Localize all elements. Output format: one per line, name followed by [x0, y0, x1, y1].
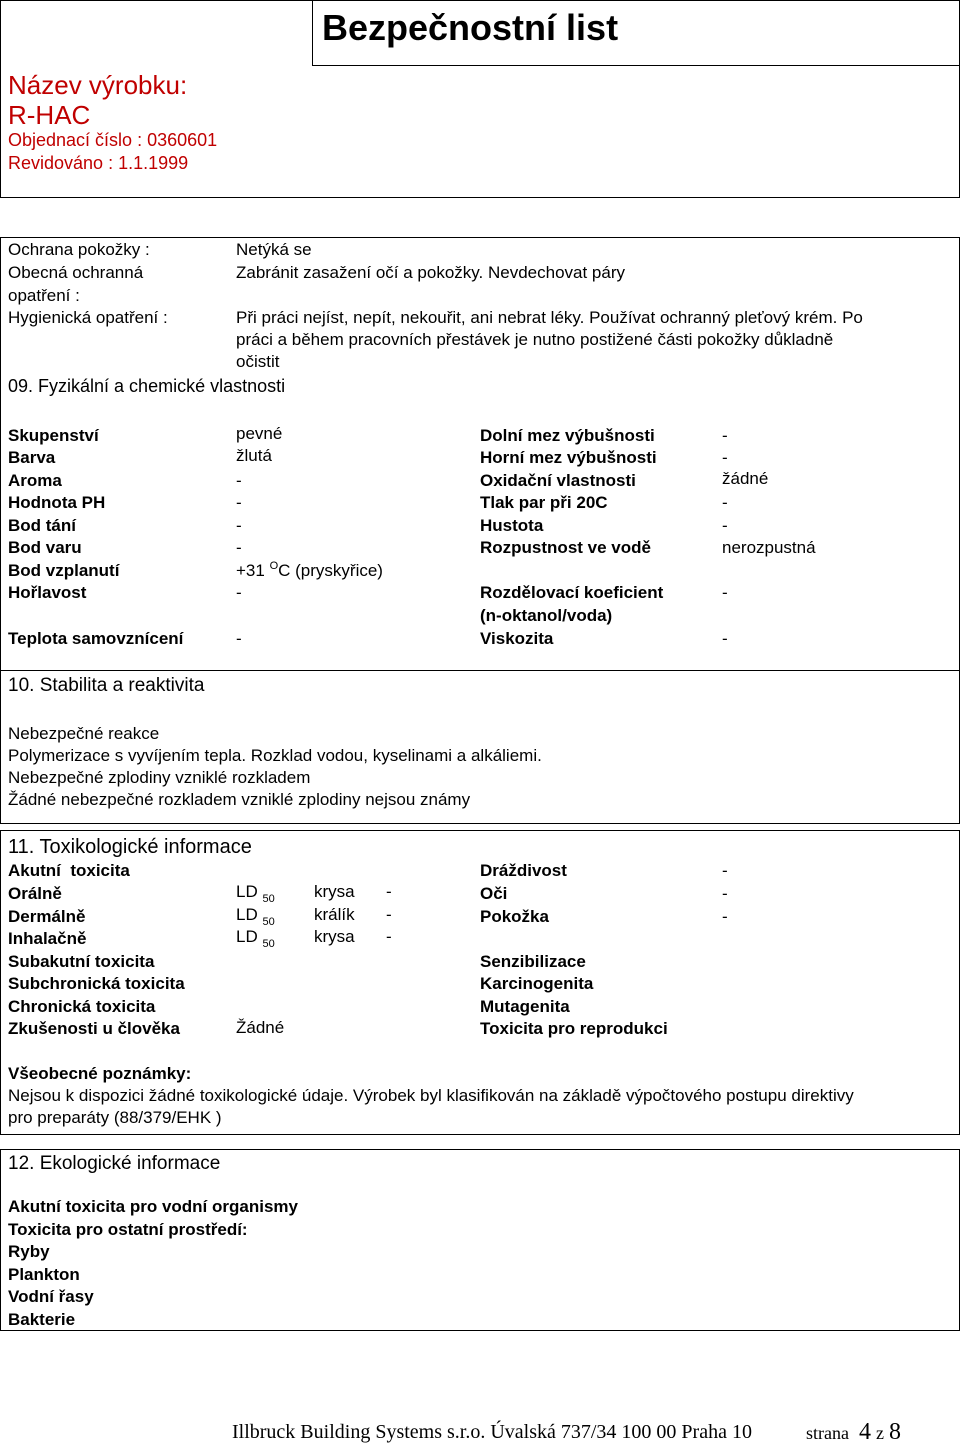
property-label: Horní mez výbušnosti — [480, 448, 657, 467]
property-label: Bod tání — [8, 516, 76, 535]
property-value: žádné — [722, 469, 769, 488]
algae-label: Vodní řasy — [8, 1287, 94, 1306]
hygiene-label: Hygienická opatření : — [8, 308, 168, 327]
ld-value: - — [386, 905, 392, 924]
property-value: žlutá — [236, 446, 272, 465]
carcinogenicity-label: Karcinogenita — [480, 974, 594, 993]
skin-protection-label: Ochrana pokožky : — [8, 240, 150, 259]
page-number: strana 4 z 8 — [806, 1419, 901, 1445]
bacteria-label: Bakterie — [8, 1310, 76, 1329]
viscosity-value: - — [722, 629, 728, 648]
property-value: - — [722, 493, 728, 512]
general-measures-label: Obecná ochranná — [8, 263, 144, 282]
hazardous-reactions-label: Nebezpečné reakce — [8, 724, 160, 743]
test-animal: krysa — [314, 927, 355, 946]
section-11-title: 11. Toxikologické informace — [8, 836, 252, 858]
skin-protection-value: Netýká se — [236, 240, 312, 259]
property-value: - — [722, 448, 728, 467]
property-value: - — [236, 516, 242, 535]
ld50-value: LD $_{50}$ — [236, 905, 275, 928]
autoignition-value: - — [236, 629, 242, 648]
hygiene-text-line-1: Při práci nejíst, nepít, nekouřit, ani nebrat léky. Používat ochranný pleťový krém. Po — [236, 308, 863, 327]
general-remarks-line-1: Nejsou k dispozici žádné toxikologické údaje. Výrobek byl klasifikován na základě výpočtového postupu direktivy — [8, 1086, 854, 1105]
ld50-value: LD $_{50}$ — [236, 927, 275, 950]
viscosity-label: Viskozita — [480, 629, 554, 648]
sensitization-label: Senzibilizace — [480, 952, 586, 971]
product-label: Název výrobku: — [8, 70, 188, 100]
property-value: - — [722, 516, 728, 535]
aquatic-toxicity-label: Akutní toxicita pro vodní organismy — [8, 1197, 298, 1216]
product-name: R-HAC — [8, 100, 91, 130]
property-label: Oxidační vlastnosti — [480, 471, 636, 490]
plankton-label: Plankton — [8, 1265, 80, 1284]
exposure-label: Pokožka — [480, 907, 549, 926]
hygiene-text-line-2: práci a během pracovních přestávek je nutno postižené části pokožky důkladně — [236, 330, 834, 349]
test-animal: krysa — [314, 882, 355, 901]
reproductive-toxicity-label: Toxicita pro reprodukci — [480, 1019, 668, 1038]
ld-route-label: Dermálně — [8, 907, 86, 926]
partition-coefficient-value: - — [722, 583, 728, 602]
human-experience-value: Žádné — [236, 1018, 285, 1037]
property-label: Rozpustnost ve vodě — [480, 538, 651, 557]
hazardous-products-text: Žádné nebezpečné rozkladem vzniklé zplodiny nejsou známy — [8, 790, 471, 809]
ld-value: - — [386, 882, 392, 901]
document-title: Bezpečnostní list — [322, 7, 619, 48]
property-label: Hodnota PH — [8, 493, 106, 512]
property-value: pevné — [236, 424, 283, 443]
property-label: Aroma — [8, 471, 62, 490]
ld50-value: LD $_{50}$ — [236, 882, 275, 905]
hazardous-reactions-text: Polymerizace s vyvíjením tepla. Rozklad vodou, kyselinami a alkáliemi. — [8, 746, 542, 765]
ld-route-label: Inhalačně — [8, 929, 87, 948]
human-experience-label: Zkušenosti u člověka — [8, 1019, 180, 1038]
order-number: Objednací číslo : 0360601 — [8, 130, 218, 150]
ld-value: - — [386, 927, 392, 946]
flash-point-value: +31 $^O$C (pryskyřice) — [236, 560, 383, 580]
partition-coefficient-label: Rozdělovací koeficient — [480, 583, 664, 602]
property-label: Tlak par při 20C — [480, 493, 608, 512]
property-value: - — [236, 538, 242, 557]
property-label: Barva — [8, 448, 56, 467]
exposure-value: - — [722, 907, 728, 926]
irritation-label: Dráždivost — [480, 861, 567, 880]
property-value: nerozpustná — [722, 538, 816, 557]
general-remarks-label: Všeobecné poznámky: — [8, 1064, 192, 1083]
flammability-value: - — [236, 583, 242, 602]
property-label: Skupenství — [8, 426, 99, 445]
general-measures-value: Zabránit zasažení očí a pokožky. Nevdechovat páry — [236, 263, 625, 282]
test-animal: králík — [314, 905, 355, 924]
property-value: - — [236, 471, 242, 490]
property-label: Bod varu — [8, 538, 82, 557]
mutagenicity-label: Mutagenita — [480, 997, 570, 1016]
irritation-value: - — [722, 861, 728, 880]
chronic-toxicity-label: Chronická toxicita — [8, 997, 156, 1016]
section-10-title: 10. Stabilita a reaktivita — [8, 675, 205, 696]
flash-point-label: Bod vzplanutí — [8, 561, 120, 580]
hazardous-products-label: Nebezpečné zplodiny vzniklé rozkladem — [8, 768, 311, 787]
section-12-title: 12. Ekologické informace — [8, 1153, 221, 1174]
exposure-value: - — [722, 884, 728, 903]
subacute-toxicity-label: Subakutní toxicita — [8, 952, 155, 971]
partition-coefficient-label-2: (n-oktanol/voda) — [480, 606, 613, 625]
general-measures-label-2: opatření : — [8, 286, 80, 305]
acute-toxicity-label: Akutní toxicita — [8, 861, 130, 880]
section-12-box — [0, 1149, 960, 1331]
fish-label: Ryby — [8, 1242, 50, 1261]
property-value: - — [722, 426, 728, 445]
other-environment-label: Toxicita pro ostatní prostředí: — [8, 1220, 248, 1239]
revision-date: Revidováno : 1.1.1999 — [8, 153, 189, 173]
company-address: Illbruck Building Systems s.r.o. Úvalská 737/34 100 00 Praha 10 — [232, 1421, 752, 1443]
ld-route-label: Orálně — [8, 884, 62, 903]
property-value: - — [236, 493, 242, 512]
property-label: Dolní mez výbušnosti — [480, 426, 655, 445]
exposure-label: Oči — [480, 884, 508, 903]
property-label: Hustota — [480, 516, 544, 535]
section-09-title: 09. Fyzikální a chemické vlastnosti — [8, 376, 286, 396]
general-remarks-line-2: pro preparáty (88/379/EHK ) — [8, 1108, 222, 1127]
flammability-label: Hořlavost — [8, 583, 87, 602]
subchronic-toxicity-label: Subchronická toxicita — [8, 974, 185, 993]
autoignition-label: Teplota samovznícení — [8, 629, 184, 648]
hygiene-text-line-3: očistit — [236, 352, 280, 371]
